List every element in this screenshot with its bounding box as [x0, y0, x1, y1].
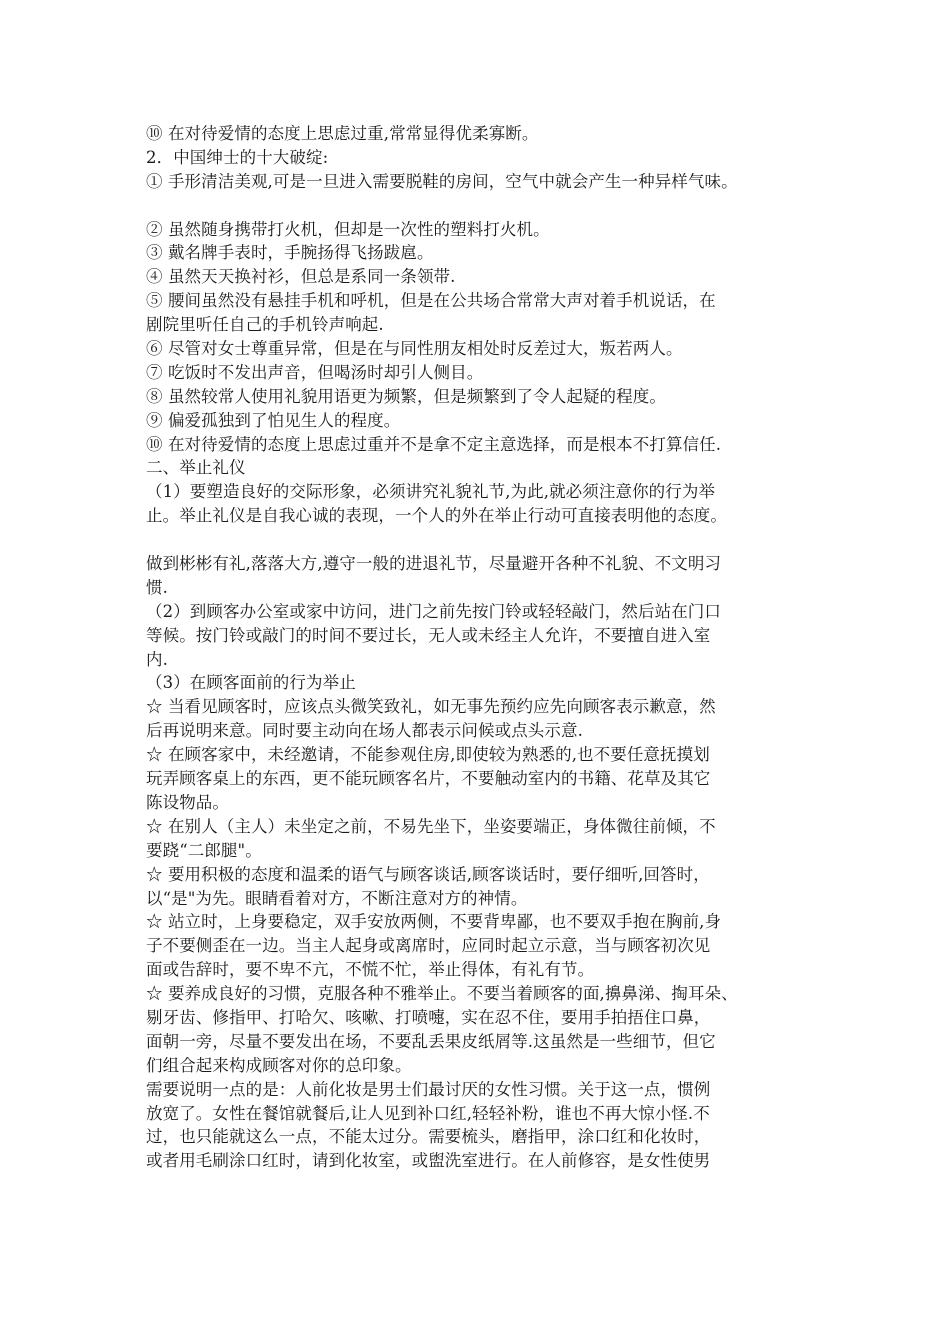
text-line: 玩弄顾客桌上的东西，更不能玩顾客名片，不要触动室内的书籍、花草及其它 — [146, 769, 711, 789]
text-line: 后再说明来意。同时要主动向在场人都表示问候或点头示意. — [146, 721, 583, 741]
text-line: 惯. — [146, 577, 168, 597]
text-line: ☆ 在别人（主人）未坐定之前，不易先坐下，坐姿要端正，身体微往前倾，不 — [146, 816, 716, 836]
text-line: 面或告辞时，要不卑不亢，不慌不忙，举止得体，有礼有节。 — [146, 960, 595, 980]
document-body — [146, 122, 836, 1173]
text-line: ☆ 站立时，上身要稳定，双手安放两侧，不要背卑鄙，也不要双手抱在胸前,身 — [146, 912, 722, 932]
text-line: ⑩ 在对待爱情的态度上思虑过重,常常显得优柔寡断。 — [146, 124, 539, 143]
text-line: ☆ 当看见顾客时，应该点头微笑致礼，如无事先预约应先向顾客表示歉意，然 — [146, 697, 716, 717]
text-line: ③ 戴名牌手表时，手腕扬得飞扬跋扈。 — [146, 243, 434, 263]
text-line: 面朝一旁，尽量不要发出在场，不要乱丢果皮纸屑等.这虽然是一些细节，但它 — [146, 1031, 716, 1051]
text-line: ⑦ 吃饭时不发出声音，但喝汤时却引人侧目。 — [146, 362, 484, 382]
text-line: ④ 虽然天天换衬衫，但总是系同一条领带. — [146, 267, 456, 287]
text-line: 或者用毛刷涂口红时，请到化妆室，或盥洗室进行。在人前修容，是女性使男 — [146, 1151, 711, 1171]
text-line: 过，也只能就这么一点，不能太过分。需要梳头，磨指甲，涂口红和化妆时， — [146, 1127, 711, 1147]
text-line: ⑨ 偏爱孤独到了怕见生人的程度。 — [146, 410, 401, 430]
text-line: 要跷“二郎腿"。 — [146, 840, 262, 860]
text-line: ⑤ 腰间虽然没有悬挂手机和呼机，但是在公共场合常常大声对着手机说话，在 — [146, 291, 716, 311]
text-line: 内. — [146, 649, 168, 669]
text-line: ⑧ 虽然较常人使用礼貌用语更为频繁，但是频繁到了令人起疑的程度。 — [146, 386, 666, 406]
text-line: 剔牙齿、修指甲、打哈欠、咳嗽、打喷嚏，实在忍不住，要用手拍捂住口鼻， — [146, 1007, 711, 1027]
text-line: ☆ 要养成良好的习惯，克服各种不雅举止。不要当着顾客的面,擤鼻涕、掏耳朵、 — [146, 984, 738, 1004]
blank-line — [146, 194, 836, 218]
text-line: ⑥ 尽管对女士尊重异常，但是在与同性朋友相处时反差过大，叛若两人。 — [146, 339, 683, 359]
text-line: 子不要侧歪在一边。当主人起身或离席时，应同时起立示意，当与顾客初次见 — [146, 936, 711, 956]
text-line: ② 虽然随身携带打火机，但却是一次性的塑料打火机。 — [146, 219, 550, 239]
text-line: 二、举止礼仪 — [146, 458, 246, 478]
text-line: 以“是"为先。眼睛看着对方，不断注意对方的神情。 — [146, 888, 528, 908]
text-line: （3）在顾客面前的行为举止 — [146, 673, 356, 693]
text-line: ⑩ 在对待爱情的态度上思虑过重并不是拿不定主意选择，而是根本不打算信任. — [146, 434, 722, 454]
blank-line — [146, 528, 836, 552]
text-line: 放宽了。女性在餐馆就餐后,让人见到补口红,轻轻补粉，谁也不再大惊小怪.不 — [146, 1103, 710, 1123]
text-line: 等候。按门铃或敲门的时间不要过长，无人或未经主人允许，不要擅自进入室 — [146, 625, 711, 645]
text-line: ☆ 在顾客家中，未经邀请，不能参观住房,即使较为熟悉的,也不要任意抚摸划 — [146, 745, 710, 765]
text-line: ① 手形清洁美观,可是一旦进入需要脱鞋的房间，空气中就会产生一种异样气味。 — [146, 171, 738, 191]
text-line: ☆ 要用积极的态度和温柔的语气与顾客谈话,顾客谈话时，要仔细听,回答时， — [146, 864, 710, 884]
text-line: 需要说明一点的是：人前化妆是男士们最讨厌的女性习惯。关于这一点，惯例 — [146, 1079, 711, 1099]
text-line: 2．中国绅士的十大破绽: — [146, 147, 329, 167]
text-line: 陈设物品。 — [146, 792, 229, 812]
text-line: （1）要塑造良好的交际形象，必须讲究礼貌礼节,为此,就必须注意你的行为举 — [146, 482, 716, 502]
text-line: 们组合起来构成顾客对你的总印象。 — [146, 1055, 412, 1075]
text-line: 止。举止礼仪是自我心诚的表现，一个人的外在举止行动可直接表明他的态度。 — [146, 506, 727, 526]
text-line: 剧院里听任自己的手机铃声响起. — [146, 315, 384, 335]
text-line: （2）到顾客办公室或家中访问，进门之前先按门铃或轻轻敲门，然后站在门口 — [146, 601, 721, 621]
text-line: 做到彬彬有礼,落落大方,遵守一般的进退礼节，尽量避开各种不礼貌、不文明习 — [146, 554, 722, 574]
